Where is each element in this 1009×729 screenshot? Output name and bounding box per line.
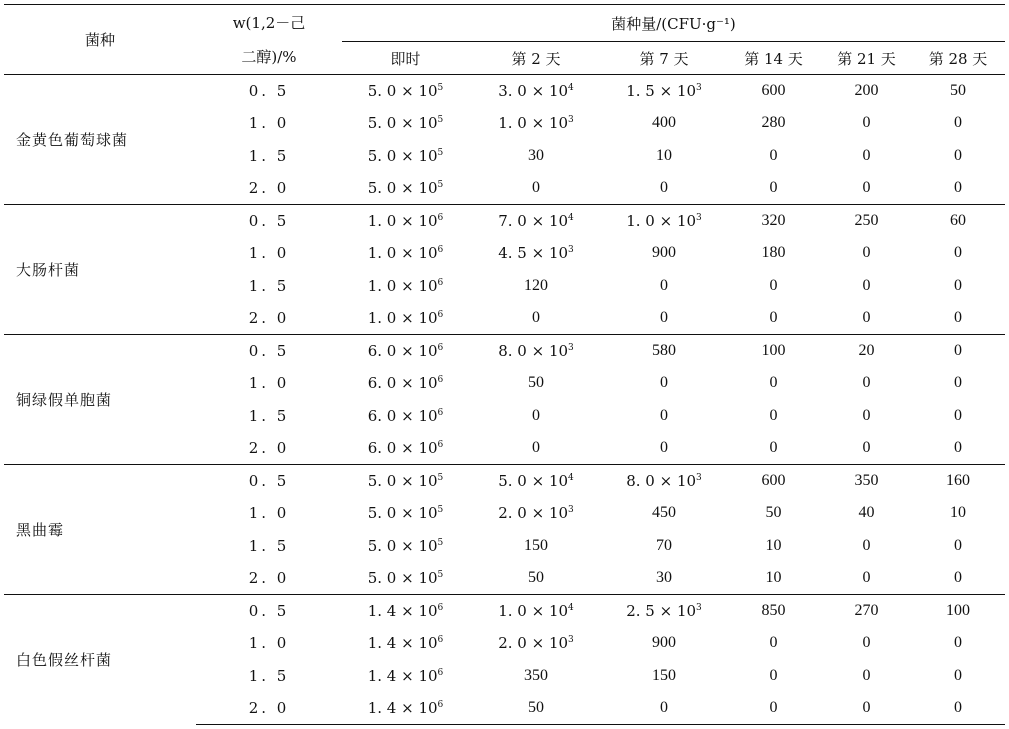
- count-cell: 0: [725, 692, 822, 725]
- count-cell: 0: [660, 406, 668, 424]
- count-cell: 1. $0 \times 10^4$: [469, 595, 603, 628]
- species-name: 金黄色葡萄球菌: [4, 75, 196, 205]
- concentration-value: 1. 5: [248, 276, 290, 295]
- count-cell: 50: [765, 504, 782, 522]
- count-cell: 50: [469, 692, 603, 725]
- concentration-value: 0. 5: [196, 335, 342, 368]
- count-cell: 0: [862, 406, 871, 424]
- count-cell: 120: [524, 276, 548, 294]
- concentration-value: 2. 0: [196, 692, 342, 725]
- concentration-value: 0. 5: [196, 465, 342, 498]
- count-cell: 0: [862, 569, 871, 586]
- species-name: 大肠杆菌: [4, 205, 196, 335]
- count-cell: 1. $4 \times 10^6$: [367, 634, 444, 653]
- count-cell: 0: [769, 309, 778, 326]
- count-cell: 5. $0 \times 10^5$: [367, 179, 444, 197]
- count-cell: 50: [911, 75, 1005, 108]
- count-cell: 0: [862, 374, 871, 392]
- count-cell: 1. $4 \times 10^6$: [367, 666, 444, 685]
- count-cell: 2. $5 \times 10^3$: [603, 595, 725, 628]
- species-name: 黑曲霉: [4, 465, 196, 595]
- count-cell: 580: [603, 335, 725, 368]
- count-cell: 5. $0 \times 10^5$: [367, 504, 444, 523]
- count-cell: 2. $0 \times 10^3$: [498, 504, 574, 523]
- count-cell: 0: [862, 309, 871, 326]
- count-cell: 6. $0 \times 10^6$: [367, 406, 444, 425]
- count-cell: 0: [954, 276, 962, 294]
- count-cell: 1. $5 \times 10^3$: [603, 75, 725, 108]
- species-name: 白色假丝杆菌: [4, 595, 196, 725]
- table-row: [4, 75, 1005, 108]
- count-cell: 250: [822, 205, 911, 238]
- count-cell: 0: [911, 692, 1005, 725]
- count-cell: 0: [822, 692, 911, 725]
- count-cell: 100: [911, 595, 1005, 628]
- day-header-2: 第 2 天: [469, 42, 603, 75]
- count-cell: 850: [725, 595, 822, 628]
- count-cell: 0: [862, 536, 871, 554]
- count-cell: 0: [954, 536, 962, 554]
- count-cell: 0: [954, 146, 962, 164]
- concentration-value: 0. 5: [196, 75, 342, 108]
- count-cell: 100: [725, 335, 822, 368]
- table-body: [4, 75, 1005, 725]
- count-cell: 0: [532, 179, 540, 196]
- count-cell: 0: [954, 179, 962, 196]
- count-cell: 0: [862, 244, 871, 262]
- count-cell: 0: [769, 666, 778, 684]
- count-cell: 70: [656, 536, 672, 554]
- count-cell: 900: [652, 244, 676, 262]
- count-cell: 400: [652, 114, 676, 132]
- day-header-0: 即时: [342, 42, 469, 75]
- concentration-value: 0. 5: [196, 205, 342, 238]
- count-cell: 0: [769, 276, 778, 294]
- count-cell: 2. $0 \times 10^3$: [498, 634, 574, 653]
- count-cell: 1. $0 \times 10^3$: [498, 114, 574, 133]
- count-cell: 350: [822, 465, 911, 498]
- count-cell: 50: [528, 374, 544, 392]
- count-cell: 10: [765, 569, 782, 586]
- count-cell: 0: [769, 406, 778, 424]
- count-cell: 30: [528, 146, 544, 164]
- count-cell: 3. $0 \times 10^4$: [469, 75, 603, 108]
- count-cell: 0: [954, 374, 962, 392]
- microbial-count-table: [4, 4, 1005, 725]
- day-header-28: 第 28 天: [911, 42, 1005, 75]
- count-cell: 0: [862, 439, 871, 456]
- count-group-header: [342, 5, 1005, 42]
- count-cell: 150: [652, 666, 676, 684]
- count-group-header-text: 菌种量/(CFU·g⁻¹): [611, 14, 736, 33]
- day-header-14: 第 14 天: [725, 42, 822, 75]
- count-cell: 1. $4 \times 10^6$: [342, 692, 469, 725]
- count-cell: 7. $0 \times 10^4$: [469, 205, 603, 238]
- count-cell: 0: [911, 335, 1005, 368]
- count-cell: 180: [761, 244, 786, 262]
- concentration-value: 2. 0: [248, 439, 290, 457]
- concentration-value: 1. 5: [248, 406, 290, 425]
- count-cell: 600: [725, 465, 822, 498]
- count-cell: 10: [656, 146, 672, 164]
- count-cell: 60: [911, 205, 1005, 238]
- table-row: [4, 205, 1005, 238]
- count-cell: 1. $4 \times 10^6$: [342, 595, 469, 628]
- count-cell: 320: [725, 205, 822, 238]
- count-cell: 1. $0 \times 10^3$: [603, 205, 725, 238]
- count-cell: 0: [660, 374, 668, 392]
- concentration-value: 2. 0: [248, 309, 290, 327]
- count-cell: 5. $0 \times 10^5$: [367, 569, 444, 587]
- count-cell: 0: [954, 569, 962, 586]
- count-cell: 0: [954, 439, 962, 456]
- count-cell: 20: [822, 335, 911, 368]
- count-cell: 0: [862, 179, 871, 196]
- count-cell: 0: [862, 146, 871, 164]
- table-row: [4, 595, 1005, 628]
- count-cell: 8. $0 \times 10^3$: [603, 465, 725, 498]
- count-cell: 10: [950, 504, 966, 522]
- concentration-value: 1. 0: [248, 504, 290, 523]
- count-cell: 40: [858, 504, 875, 522]
- concentration-header: [196, 5, 342, 75]
- concentration-value: 0. 5: [196, 595, 342, 628]
- count-cell: 150: [524, 536, 548, 554]
- species-header: 菌种: [4, 5, 196, 75]
- count-cell: 0: [954, 634, 962, 652]
- count-cell: 0: [660, 309, 668, 326]
- count-cell: 0: [603, 692, 725, 725]
- concentration-value: 1. 0: [248, 114, 290, 133]
- count-cell: 1. $0 \times 10^6$: [367, 276, 444, 295]
- count-cell: 0: [862, 276, 871, 294]
- count-cell: 0: [660, 179, 668, 196]
- concentration-header-line1: w(1,2－己: [232, 13, 306, 32]
- count-cell: 0: [660, 276, 668, 294]
- count-cell: 270: [822, 595, 911, 628]
- count-cell: 350: [524, 666, 548, 684]
- count-cell: 160: [911, 465, 1005, 498]
- count-cell: 0: [769, 374, 778, 392]
- concentration-value: 1. 0: [248, 634, 290, 653]
- concentration-value: 2. 0: [248, 569, 290, 587]
- count-cell: 0: [862, 666, 871, 684]
- count-cell: 5. $0 \times 10^5$: [367, 146, 444, 165]
- antimicrobial-table-container: [4, 4, 1005, 725]
- species-name: 铜绿假单胞菌: [4, 335, 196, 465]
- concentration-value: 1. 0: [248, 374, 290, 393]
- count-cell: 4. $5 \times 10^3$: [498, 244, 574, 263]
- concentration-header-line2: 二醇)/%: [241, 47, 297, 66]
- count-cell: 900: [652, 634, 676, 652]
- count-cell: 0: [954, 406, 962, 424]
- count-cell: 0: [532, 309, 540, 326]
- count-cell: 0: [862, 114, 871, 132]
- count-cell: 0: [954, 666, 962, 684]
- table-row: [4, 465, 1005, 498]
- concentration-value: 1. 0: [248, 244, 290, 263]
- day-header-7: 第 7 天: [603, 42, 725, 75]
- count-cell: 5. $0 \times 10^5$: [367, 114, 444, 133]
- count-cell: 0: [954, 244, 962, 262]
- day-header-21: 第 21 天: [822, 42, 911, 75]
- count-cell: 10: [765, 536, 782, 554]
- count-cell: 0: [954, 309, 962, 326]
- count-cell: 5. $0 \times 10^4$: [469, 465, 603, 498]
- count-cell: 200: [822, 75, 911, 108]
- count-cell: 0: [769, 146, 778, 164]
- count-cell: 450: [652, 504, 676, 522]
- count-cell: 5. $0 \times 10^5$: [342, 75, 469, 108]
- count-cell: 1. $0 \times 10^6$: [342, 205, 469, 238]
- table-row: [4, 335, 1005, 368]
- concentration-value: 1. 5: [248, 666, 290, 685]
- count-cell: 0: [532, 439, 540, 456]
- count-cell: 0: [769, 179, 778, 196]
- count-cell: 5. $0 \times 10^5$: [367, 536, 444, 555]
- count-cell: 30: [656, 569, 672, 586]
- count-cell: 8. $0 \times 10^3$: [469, 335, 603, 368]
- count-cell: 1. $0 \times 10^6$: [367, 309, 444, 327]
- count-cell: 6. $0 \times 10^6$: [342, 335, 469, 368]
- count-cell: 6. $0 \times 10^6$: [367, 439, 444, 457]
- count-cell: 280: [761, 114, 786, 132]
- count-cell: 0: [660, 439, 668, 456]
- concentration-value: 2. 0: [248, 179, 290, 197]
- count-cell: 0: [769, 439, 778, 456]
- count-cell: 6. $0 \times 10^6$: [367, 374, 444, 393]
- count-cell: 1. $0 \times 10^6$: [367, 244, 444, 263]
- count-cell: 50: [528, 569, 544, 586]
- count-cell: 0: [532, 406, 540, 424]
- count-cell: 0: [769, 634, 778, 652]
- concentration-value: 1. 5: [248, 536, 290, 555]
- count-cell: 5. $0 \times 10^5$: [342, 465, 469, 498]
- count-cell: 0: [862, 634, 871, 652]
- concentration-value: 1. 5: [248, 146, 290, 165]
- count-cell: 0: [954, 114, 962, 132]
- count-cell: 600: [725, 75, 822, 108]
